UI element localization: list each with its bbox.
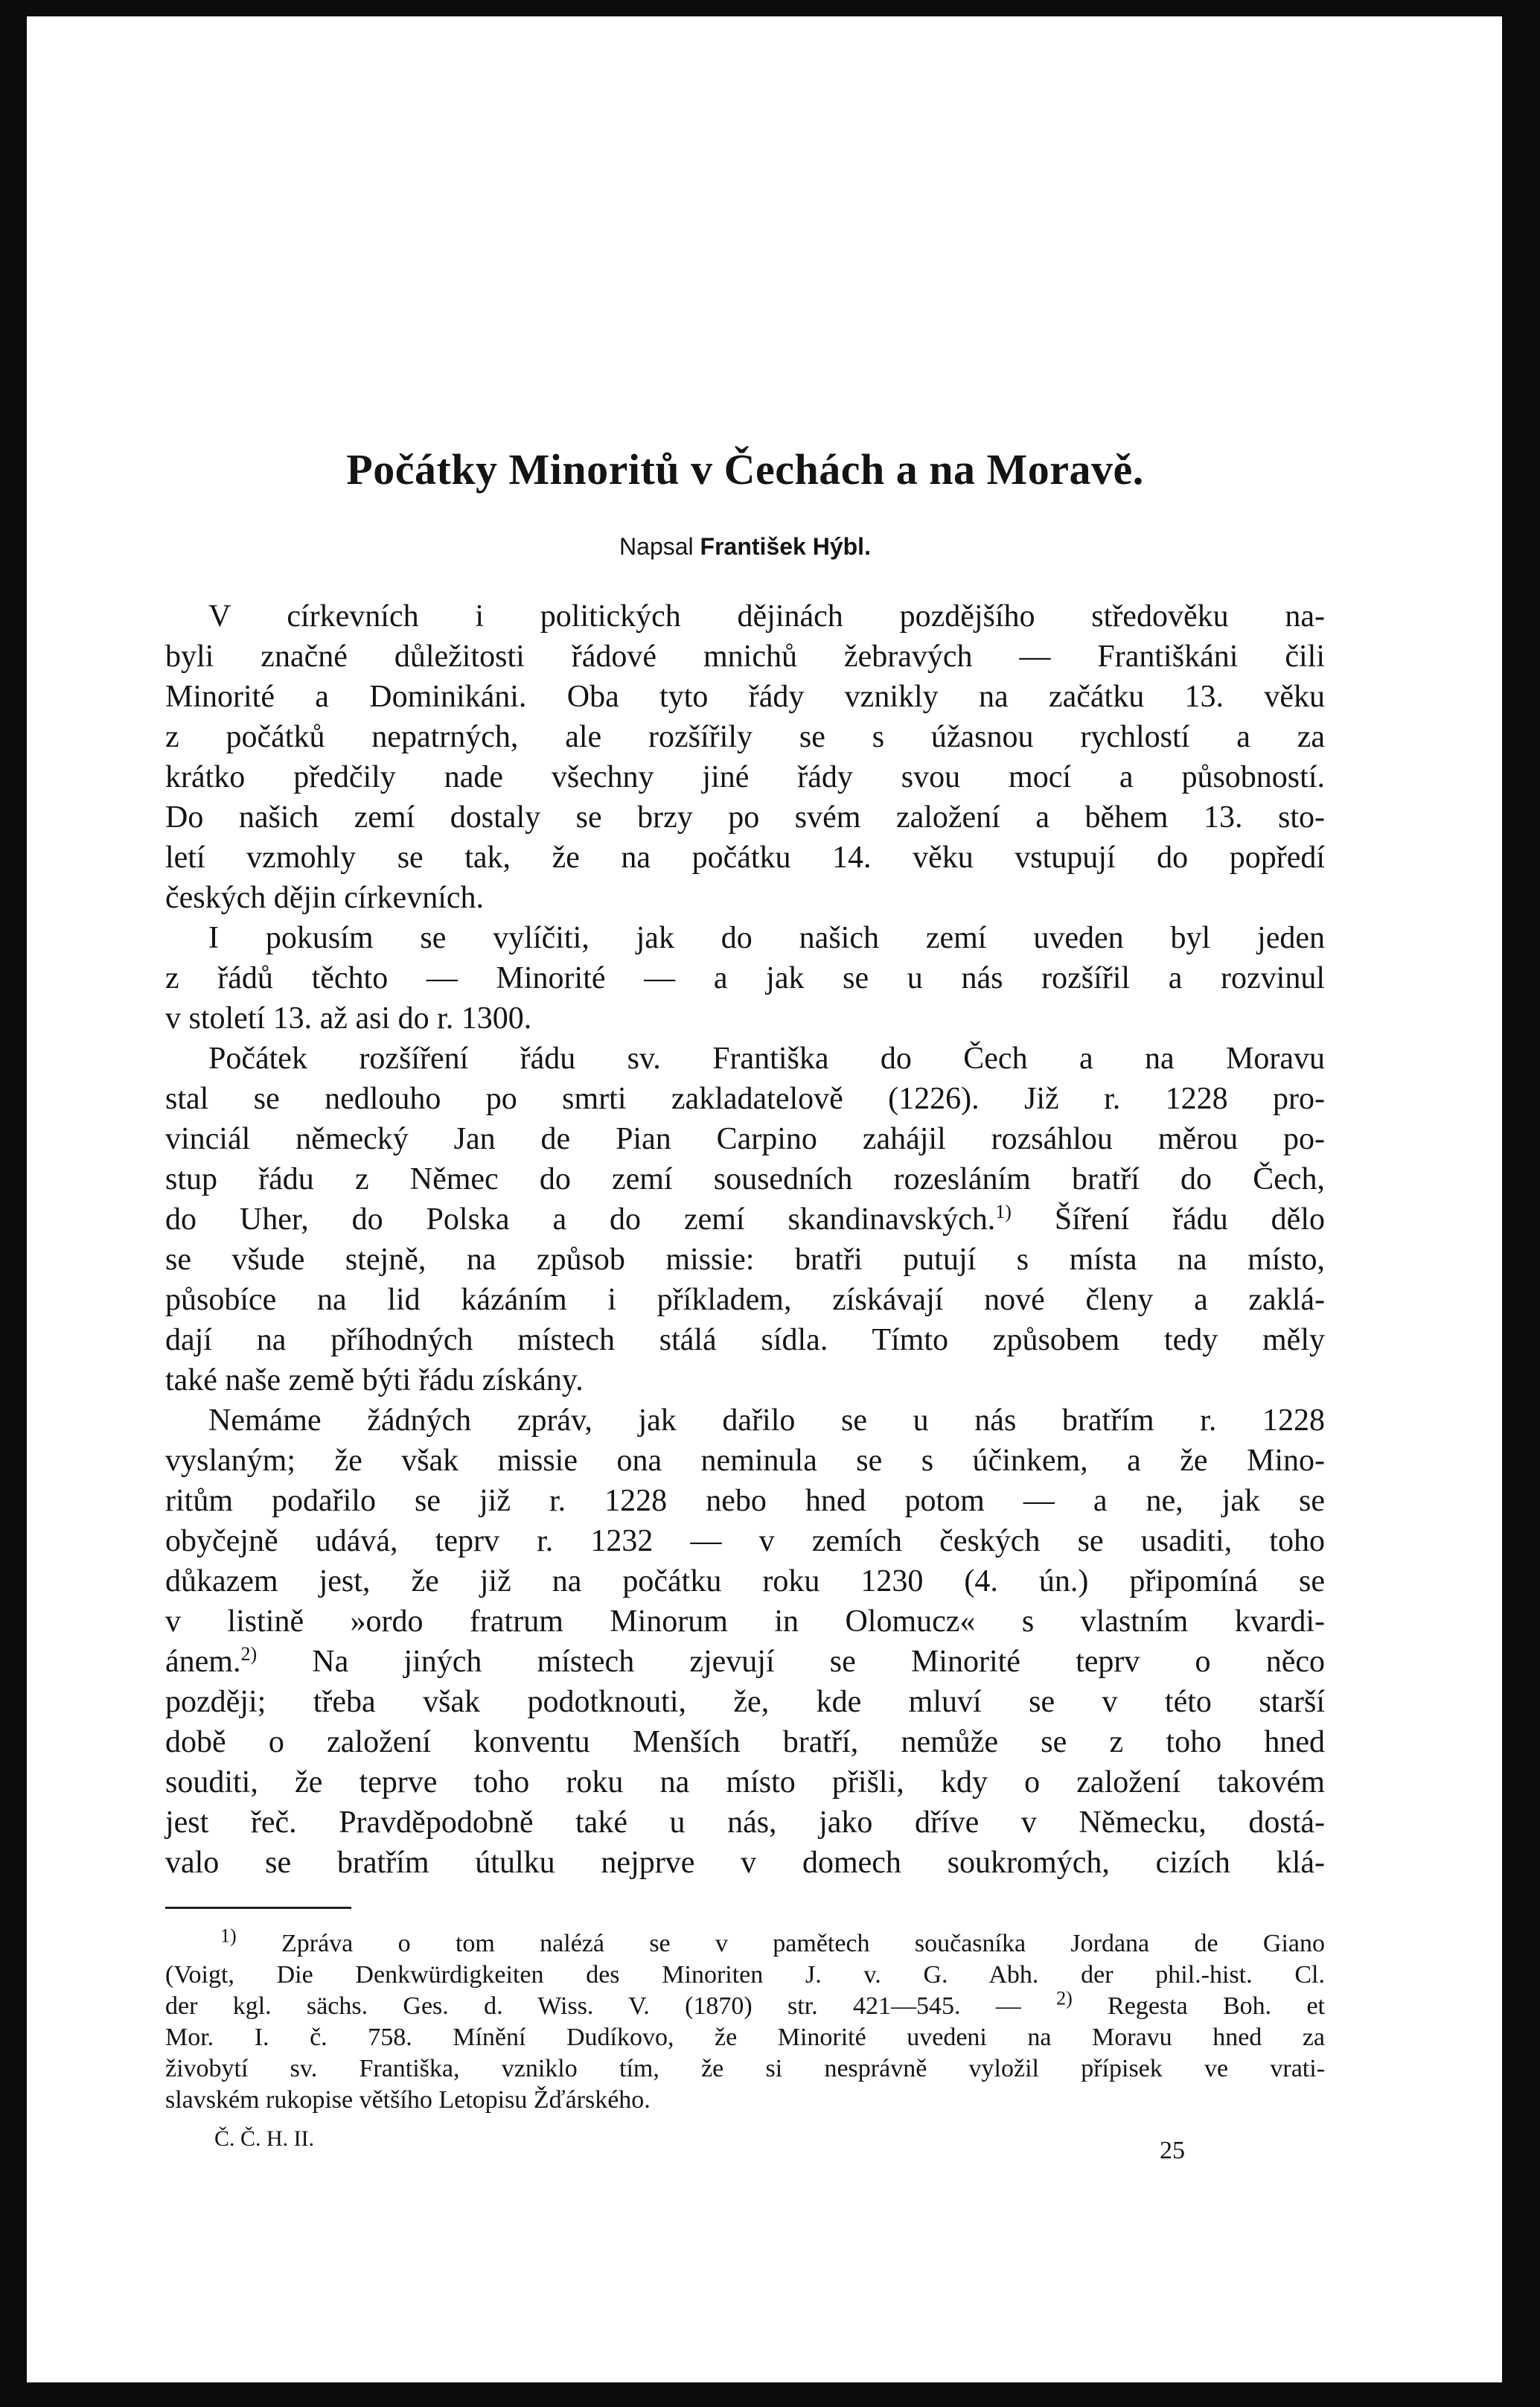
text-line: vinciál německý Jan de Pian Carpino zahájil rozsáhlou měrou po- bbox=[165, 1122, 1325, 1156]
footnote-divider bbox=[165, 1907, 351, 1909]
footnote-line bbox=[165, 1987, 1326, 2022]
footnote-line bbox=[165, 1925, 1325, 1960]
paragraph bbox=[165, 918, 1325, 1039]
text-line: Nemáme žádných zpráv, jak dařilo se u nás bratřím r. 1228 bbox=[208, 1403, 1325, 1438]
text-segment: Šíření řádu dělo bbox=[1011, 1202, 1325, 1237]
text-line: v století 13. až asi do r. 1300. bbox=[165, 1001, 532, 1036]
page-footer bbox=[165, 2123, 1325, 2168]
footnote-ref: 1) bbox=[995, 1201, 1012, 1222]
paragraph bbox=[165, 1400, 1325, 1883]
footnote-line: živobytí sv. Františka, vzniklo tím, že si nesprávně vyložil přípisek ve vrati- bbox=[165, 2055, 1325, 2082]
text-line: působíce na lid kázáním i příkladem, získávají nové členy a zaklá- bbox=[165, 1283, 1325, 1317]
text-line: v listině »ordo fratrum Minorum in Olomucz« s vlastním kvardi- bbox=[165, 1604, 1325, 1639]
page bbox=[27, 16, 1502, 2382]
footnote-ref: 2) bbox=[240, 1643, 258, 1665]
text-line: souditi, že teprve toho roku na místo přišli, kdy o založení takovém bbox=[165, 1765, 1325, 1799]
byline bbox=[165, 533, 1325, 561]
footnote-line: slavském rukopise většího Letopisu Žďárského. bbox=[165, 2086, 651, 2114]
text-line: Do našich zemí dostaly se brzy po svém založení a během 13. sto- bbox=[165, 800, 1325, 835]
text-line: I pokusím se vylíčiti, jak do našich zemí uveden byl jeden bbox=[208, 921, 1325, 955]
text-line: době o založení konventu Menších bratří, nemůže se z toho hned bbox=[165, 1725, 1325, 1759]
text-line: krátko předčily nade všechny jiné řády svou mocí a působností. bbox=[165, 760, 1325, 794]
footnotes bbox=[165, 1925, 1326, 2116]
text-line: stal se nedlouho po smrti zakladatelově (1226). Již r. 1228 pro- bbox=[165, 1082, 1325, 1116]
text-line: dají na příhodných místech stálá sídla. Tímto způsobem tedy měly bbox=[165, 1323, 1325, 1357]
article-title: Počátky Minoritů v Čechách a na Moravě. bbox=[346, 445, 1144, 494]
text-line: důkazem jest, že již na počátku roku 1230 (4. ún.) připomíná se bbox=[165, 1564, 1325, 1598]
article bbox=[165, 444, 1325, 2168]
footnote-mark: 2) bbox=[1056, 1987, 1073, 2009]
footnote-mark: 1) bbox=[220, 1925, 237, 1947]
text-line: obyčejně udává, teprv r. 1232 — v zemích českých se usaditi, toho bbox=[165, 1524, 1325, 1558]
text-line: později; třeba však podotknouti, že, kde mluví se v této starší bbox=[165, 1685, 1325, 1719]
text-line: také naše země býti řádu získány. bbox=[165, 1363, 584, 1397]
page-number: 25 bbox=[1160, 2137, 1185, 2164]
text-line: jest řeč. Pravděpodobně také u nás, jako dříve v Německu, dostá- bbox=[165, 1805, 1325, 1840]
text-line bbox=[165, 1642, 1325, 1682]
text-segment: Na jiných místech zjevují se Minorité teprv o něco bbox=[257, 1645, 1325, 1679]
paragraph bbox=[165, 596, 1325, 918]
text-segment: Regesta Boh. et bbox=[1072, 1992, 1326, 2020]
text-segment: do Uher, do Polska a do zemí skandinavských. bbox=[165, 1202, 996, 1237]
signature-mark: Č. Č. H. II. bbox=[214, 2126, 315, 2151]
text-line: českých dějin církevních. bbox=[165, 881, 484, 915]
text-line: Minorité a Dominikáni. Oba tyto řády vznikly na začátku 13. věku bbox=[165, 680, 1325, 714]
text-line: valo se bratřím útulku nejprve v domech soukromých, cizích klá- bbox=[165, 1846, 1325, 1880]
text-line: vyslaným; že však missie ona neminula se s účinkem, a že Mino- bbox=[165, 1444, 1325, 1478]
text-line: V církevních i politických dějinách pozdějšího středověku na- bbox=[208, 599, 1325, 634]
text-segment: ánem. bbox=[165, 1645, 241, 1679]
byline-prefix: Napsal bbox=[619, 533, 694, 560]
text-segment: Zpráva o tom nalézá se v pamětech současníka Jordana de Giano bbox=[236, 1930, 1325, 1957]
text-line: stup řádu z Němec do zemí sousedních rozesláním bratří do Čech, bbox=[165, 1162, 1325, 1196]
text-line: ritům podařilo se již r. 1228 nebo hned potom — a ne, jak se bbox=[165, 1484, 1325, 1518]
text-line: letí vzmohly se tak, že na počátku 14. věku vstupují do popředí bbox=[165, 841, 1325, 875]
footnote-line: (Voigt, Die Denkwürdigkeiten des Minoriten J. v. G. Abh. der phil.-hist. Cl. bbox=[165, 1961, 1325, 1989]
text-line: z řádů těchto — Minorité — a jak se u nás rozšířil a rozvinul bbox=[165, 961, 1325, 995]
footnote-line: Mor. I. č. 758. Mínění Dudíkovo, že Minorité uvedeni na Moravu hned za bbox=[165, 2024, 1325, 2051]
text-segment: der kgl. sächs. Ges. d. Wiss. V. (1870) str. 421—545. — bbox=[165, 1992, 1057, 2020]
text-line: Počátek rozšíření řádu sv. Františka do Čech a na Moravu bbox=[208, 1042, 1325, 1076]
text-line: z počátků nepatrných, ale rozšířily se s úžasnou rychlostí a za bbox=[165, 720, 1325, 754]
paragraph bbox=[165, 1039, 1325, 1400]
text-line: se všude stejně, na způsob missie: bratři putují s místa na místo, bbox=[165, 1243, 1325, 1277]
byline-author: František Hýbl. bbox=[700, 533, 871, 560]
text-line: byli značné důležitosti řádové mnichů žebravých — Františkáni čili bbox=[165, 640, 1325, 674]
text-line bbox=[165, 1199, 1325, 1240]
